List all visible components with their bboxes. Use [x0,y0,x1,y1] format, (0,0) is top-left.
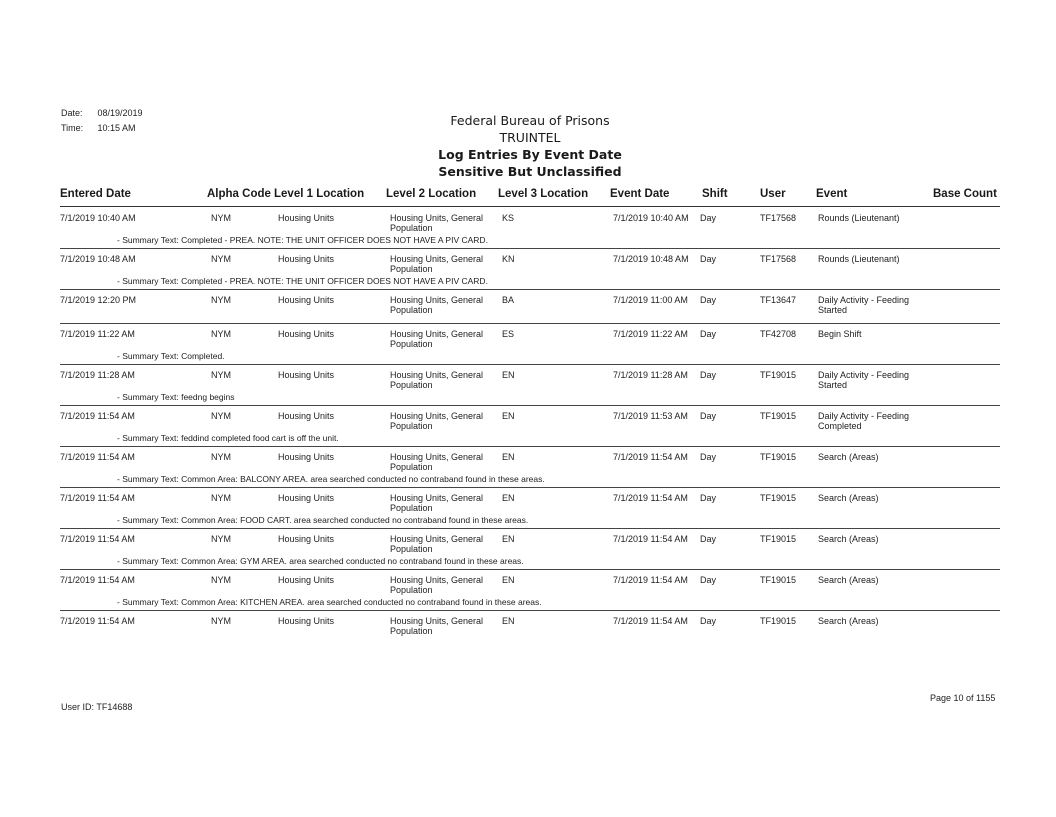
table-row [60,528,1000,569]
cell-level1-location: Housing Units [278,254,335,264]
cell-level2-location: Housing Units, General Population [390,213,484,233]
cell-level2-location: Housing Units, General Population [390,411,484,431]
cell-event: Daily Activity - Feeding Started [818,295,910,315]
cell-level2-location: Housing Units, General Population [390,616,484,636]
col-entered-date: Entered Date [60,188,131,200]
cell-shift: Day [700,329,717,339]
cell-event: Search (Areas) [818,575,879,585]
cell-event-date: 7/1/2019 11:54 AM [613,575,688,585]
cell-event: Search (Areas) [818,452,879,462]
cell-event-date: 7/1/2019 11:53 AM [613,411,688,421]
cell-level1-location: Housing Units [278,616,335,626]
report-date [61,108,143,118]
user-id-value: TF14688 [96,702,133,712]
cell-entered-date: 7/1/2019 10:40 AM [60,213,136,223]
cell-event-date: 7/1/2019 10:40 AM [613,213,689,223]
cell-user: TF19015 [760,575,797,585]
row-spacer [60,315,1000,323]
cell-user: TF19015 [760,411,797,421]
table-row [60,248,1000,289]
cell-alpha-code: NYM [211,575,231,585]
cell-event-date: 7/1/2019 11:54 AM [613,534,688,544]
cell-user: TF19015 [760,370,797,380]
cell-level2-location: Housing Units, General Population [390,493,484,513]
cell-event-date: 7/1/2019 11:28 AM [613,370,688,380]
cell-level1-location: Housing Units [278,575,335,585]
cell-alpha-code: NYM [211,452,231,462]
summary-text: - Summary Text: Completed - PREA. NOTE: THE UNIT OFFICER DOES NOT HAVE A PIV CARD. [117,276,488,286]
cell-event: Daily Activity - Feeding Started [818,370,910,390]
cell-level3-location: EN [502,452,515,462]
cell-entered-date: 7/1/2019 10:48 AM [60,254,136,264]
cell-level3-location: EN [502,370,515,380]
cell-shift: Day [700,534,717,544]
cell-event: Search (Areas) [818,493,879,503]
cell-event: Rounds (Lieutenant) [818,213,900,223]
cell-level3-location: EN [502,493,515,503]
cell-level3-location: ES [502,329,515,339]
cell-event: Rounds (Lieutenant) [818,254,900,264]
col-alpha-code: Alpha Code [207,188,271,200]
summary-text: - Summary Text: Common Area: BALCONY AREA. area searched conducted no contraband found in these areas. [117,474,545,484]
cell-alpha-code: NYM [211,616,231,626]
summary-text: - Summary Text: feedng begins [117,392,235,402]
cell-level2-location: Housing Units, General Population [390,452,484,472]
cell-user: TF13647 [760,295,797,305]
col-event: Event [816,188,848,200]
cell-shift: Day [700,452,717,462]
time-value: 10:15 AM [97,123,136,133]
cell-event: Search (Areas) [818,534,879,544]
table-row [60,323,1000,364]
cell-alpha-code: NYM [211,534,231,544]
cell-shift: Day [700,295,717,305]
cell-level1-location: Housing Units [278,534,335,544]
cell-alpha-code: NYM [211,295,231,305]
cell-alpha-code: NYM [211,329,231,339]
cell-user: TF19015 [760,452,797,462]
footer-user-id [61,702,132,712]
cell-entered-date: 7/1/2019 11:54 AM [60,616,135,626]
cell-user: TF19015 [760,616,797,626]
cell-level3-location: EN [502,411,515,421]
table-row [60,446,1000,487]
cell-level1-location: Housing Units [278,295,335,305]
table-row [60,610,1000,644]
report-heading [380,112,680,180]
cell-entered-date: 7/1/2019 11:28 AM [60,370,135,380]
cell-shift: Day [700,493,717,503]
cell-entered-date: 7/1/2019 11:54 AM [60,493,135,503]
col-user: User [760,188,786,200]
report-title: Log Entries By Event Date [438,147,622,162]
summary-text: - Summary Text: Common Area: FOOD CART. area searched conducted no contraband found in these areas. [117,515,529,525]
cell-level2-location: Housing Units, General Population [390,254,484,274]
cell-entered-date: 7/1/2019 11:54 AM [60,575,135,585]
cell-level3-location: EN [502,575,515,585]
cell-alpha-code: NYM [211,370,231,380]
summary-text: - Summary Text: feddind completed food cart is off the unit. [117,433,339,443]
cell-event-date: 7/1/2019 10:48 AM [613,254,689,264]
time-label: Time: [61,123,84,133]
cell-level3-location: EN [502,534,515,544]
cell-event: Search (Areas) [818,616,879,626]
log-table-body [60,208,1000,644]
cell-level2-location: Housing Units, General Population [390,295,484,315]
cell-entered-date: 7/1/2019 11:54 AM [60,452,135,462]
cell-level1-location: Housing Units [278,329,335,339]
cell-entered-date: 7/1/2019 11:54 AM [60,411,135,421]
cell-user: TF17568 [760,213,797,223]
cell-event-date: 7/1/2019 11:54 AM [613,616,688,626]
cell-level2-location: Housing Units, General Population [390,575,484,595]
cell-shift: Day [700,370,717,380]
table-row [60,208,1000,248]
cell-alpha-code: NYM [211,493,231,503]
cell-level2-location: Housing Units, General Population [390,370,484,390]
cell-event-date: 7/1/2019 11:54 AM [613,452,688,462]
user-id-label: User ID: [61,702,95,712]
cell-event-date: 7/1/2019 11:54 AM [613,493,688,503]
table-row [60,405,1000,446]
col-event-date: Event Date [610,188,670,200]
cell-level2-location: Housing Units, General Population [390,329,484,349]
col-base-count: Base Count [933,188,997,200]
table-row [60,364,1000,405]
cell-shift: Day [700,575,717,585]
summary-text: - Summary Text: Common Area: GYM AREA. area searched conducted no contraband found in these areas. [117,556,524,566]
cell-entered-date: 7/1/2019 12:20 PM [60,295,137,305]
classification-label: Sensitive But Unclassified [438,164,622,179]
col-shift: Shift [702,188,728,200]
table-row [60,289,1000,323]
system-name: TRUINTEL [499,130,561,145]
page-number: Page 10 of 1155 [930,693,996,703]
col-level2-location: Level 2 Location [386,188,477,200]
summary-text: - Summary Text: Common Area: KITCHEN AREA. area searched conducted no contraband found in these areas. [117,597,542,607]
summary-text: - Summary Text: Completed. [117,351,225,361]
cell-user: TF19015 [760,493,797,503]
table-row [60,569,1000,610]
cell-level1-location: Housing Units [278,370,335,380]
cell-level3-location: BA [502,295,515,305]
date-value: 08/19/2019 [97,108,143,118]
cell-alpha-code: NYM [211,254,231,264]
cell-shift: Day [700,616,717,626]
cell-shift: Day [700,213,717,223]
cell-level1-location: Housing Units [278,411,335,421]
row-spacer [60,636,1000,644]
col-level3-location: Level 3 Location [498,188,589,200]
cell-entered-date: 7/1/2019 11:54 AM [60,534,135,544]
cell-entered-date: 7/1/2019 11:22 AM [60,329,135,339]
cell-level1-location: Housing Units [278,493,335,503]
col-level1-location: Level 1 Location [274,188,365,200]
cell-user: TF19015 [760,534,797,544]
report-time [61,123,136,133]
date-label: Date: [61,108,83,118]
cell-user: TF42708 [760,329,797,339]
cell-shift: Day [700,254,717,264]
summary-text: - Summary Text: Completed - PREA. NOTE: THE UNIT OFFICER DOES NOT HAVE A PIV CARD. [117,235,488,245]
table-row [60,487,1000,528]
cell-alpha-code: NYM [211,213,231,223]
cell-level1-location: Housing Units [278,213,335,223]
cell-shift: Day [700,411,717,421]
cell-event-date: 7/1/2019 11:00 AM [613,295,688,305]
cell-event-date: 7/1/2019 11:22 AM [613,329,688,339]
cell-alpha-code: NYM [211,411,231,421]
cell-level1-location: Housing Units [278,452,335,462]
cell-level3-location: EN [502,616,515,626]
table-header [60,186,1000,207]
org-name: Federal Bureau of Prisons [450,113,610,128]
cell-level3-location: KS [502,213,515,223]
cell-user: TF17568 [760,254,797,264]
cell-event: Begin Shift [818,329,862,339]
cell-event: Daily Activity - Feeding Completed [818,411,910,431]
cell-level2-location: Housing Units, General Population [390,534,484,554]
cell-level3-location: KN [502,254,515,264]
